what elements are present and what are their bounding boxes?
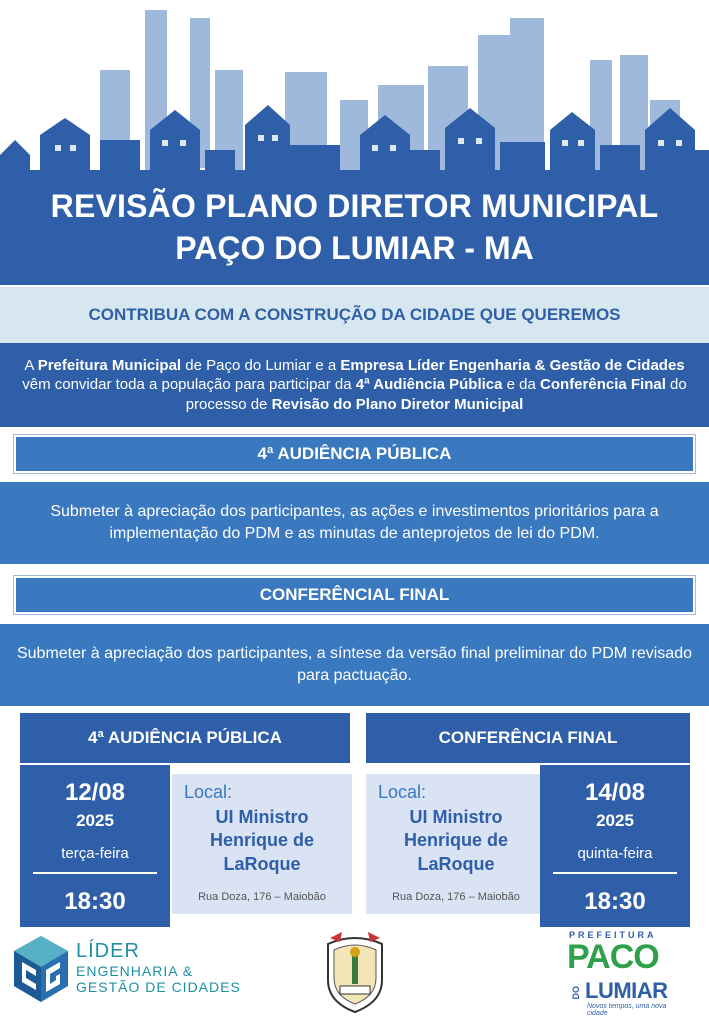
place-line: LaRoque xyxy=(417,853,495,874)
audiencia-description: Submeter à apreciação dos participantes, as ações e investimentos prioritários para a implementação do PDM e as minutas de anteprojetos de lei do PDM. xyxy=(0,482,709,564)
place-line: UI Ministro xyxy=(215,807,309,827)
left-date-box xyxy=(20,765,170,927)
conferencia-label: CONFERÊNCIAL FINAL xyxy=(14,576,695,614)
lider-cube-icon xyxy=(12,934,70,1004)
right-card-head: CONFERÊNCIA FINAL xyxy=(366,713,690,763)
invite-part: do processo de xyxy=(185,376,687,413)
lider-line3: GESTÃO DE CIDADES xyxy=(76,979,241,996)
right-local-box xyxy=(366,774,546,914)
invite-bold: Conferência Final xyxy=(540,376,666,394)
left-local-address: Rua Doza, 176 – Maiobão xyxy=(198,891,326,903)
title-band xyxy=(0,170,709,285)
invite-part: e da xyxy=(502,376,541,394)
left-year: 2025 xyxy=(76,811,114,830)
paco-letters: PACO xyxy=(567,938,659,976)
left-local-label: Local: xyxy=(184,782,233,802)
left-weekday: terça-feira xyxy=(61,845,129,862)
audiencia-label: 4ª AUDIÊNCIA PÚBLICA xyxy=(14,435,695,473)
invitation-text xyxy=(0,343,709,427)
invite-bold: 4ª Audiência Pública xyxy=(355,376,503,394)
paco-prefeitura-text: PREFEITURA xyxy=(569,930,657,940)
right-weekday: quinta-feira xyxy=(577,845,653,862)
divider xyxy=(553,872,677,874)
invite-bold: Revisão do Plano Diretor Municipal xyxy=(271,395,524,413)
paco-do-text: DO xyxy=(571,986,581,1000)
prefeitura-paco-logo xyxy=(565,930,685,1016)
municipal-seal-icon xyxy=(322,930,388,1014)
right-local-place xyxy=(366,806,546,876)
invite-bold: Prefeitura Municipal xyxy=(37,357,182,375)
paco-lumiar-text: LUMIAR xyxy=(585,978,668,1003)
paco-slogan-text: Novos tempos, uma nova cidade xyxy=(587,1003,667,1017)
page-title-line2: PAÇO DO LUMIAR - MA xyxy=(175,229,534,266)
right-local-label: Local: xyxy=(378,782,427,802)
invite-part: A xyxy=(24,357,38,375)
invite-part: vêm convidar toda a população para participar da xyxy=(22,376,356,394)
page-title-line1: REVISÃO PLANO DIRETOR MUNICIPAL xyxy=(50,187,659,224)
right-time: 18:30 xyxy=(584,888,646,915)
invite-part: de Paço do Lumiar e a xyxy=(181,357,341,375)
place-line: LaRoque xyxy=(223,853,301,874)
left-time: 18:30 xyxy=(64,888,126,915)
conferencia-description: Submeter à apreciação dos participantes, a síntese da versão final preliminar do PDM revisado para pactuação. xyxy=(0,624,709,706)
slogan-banner: CONTRIBUA COM A CONSTRUÇÃO DA CIDADE QUE QUEREMOS xyxy=(0,287,709,343)
right-local-address: Rua Doza, 176 – Maiobão xyxy=(392,891,520,903)
left-local-box xyxy=(172,774,352,914)
right-date-box xyxy=(540,765,690,927)
left-local-place xyxy=(172,806,352,876)
left-card-head: 4ª AUDIÊNCIA PÚBLICA xyxy=(20,713,350,763)
left-date: 12/08 xyxy=(64,779,126,806)
lider-line2: ENGENHARIA & xyxy=(76,963,194,979)
place-line: Henrique de xyxy=(209,830,315,851)
place-line: UI Ministro xyxy=(409,807,503,827)
paco-wordmark xyxy=(567,938,659,977)
right-date: 14/08 xyxy=(584,779,646,806)
lider-logo xyxy=(12,934,242,1008)
city-skyline-illustration xyxy=(0,0,709,175)
divider xyxy=(33,872,157,874)
right-year: 2025 xyxy=(596,811,634,830)
place-line: Henrique de xyxy=(403,830,509,851)
invite-bold: Empresa Líder Engenharia & Gestão de Cidades xyxy=(340,357,685,375)
lider-wordmark xyxy=(76,940,241,995)
lider-line1: LÍDER xyxy=(76,940,140,962)
